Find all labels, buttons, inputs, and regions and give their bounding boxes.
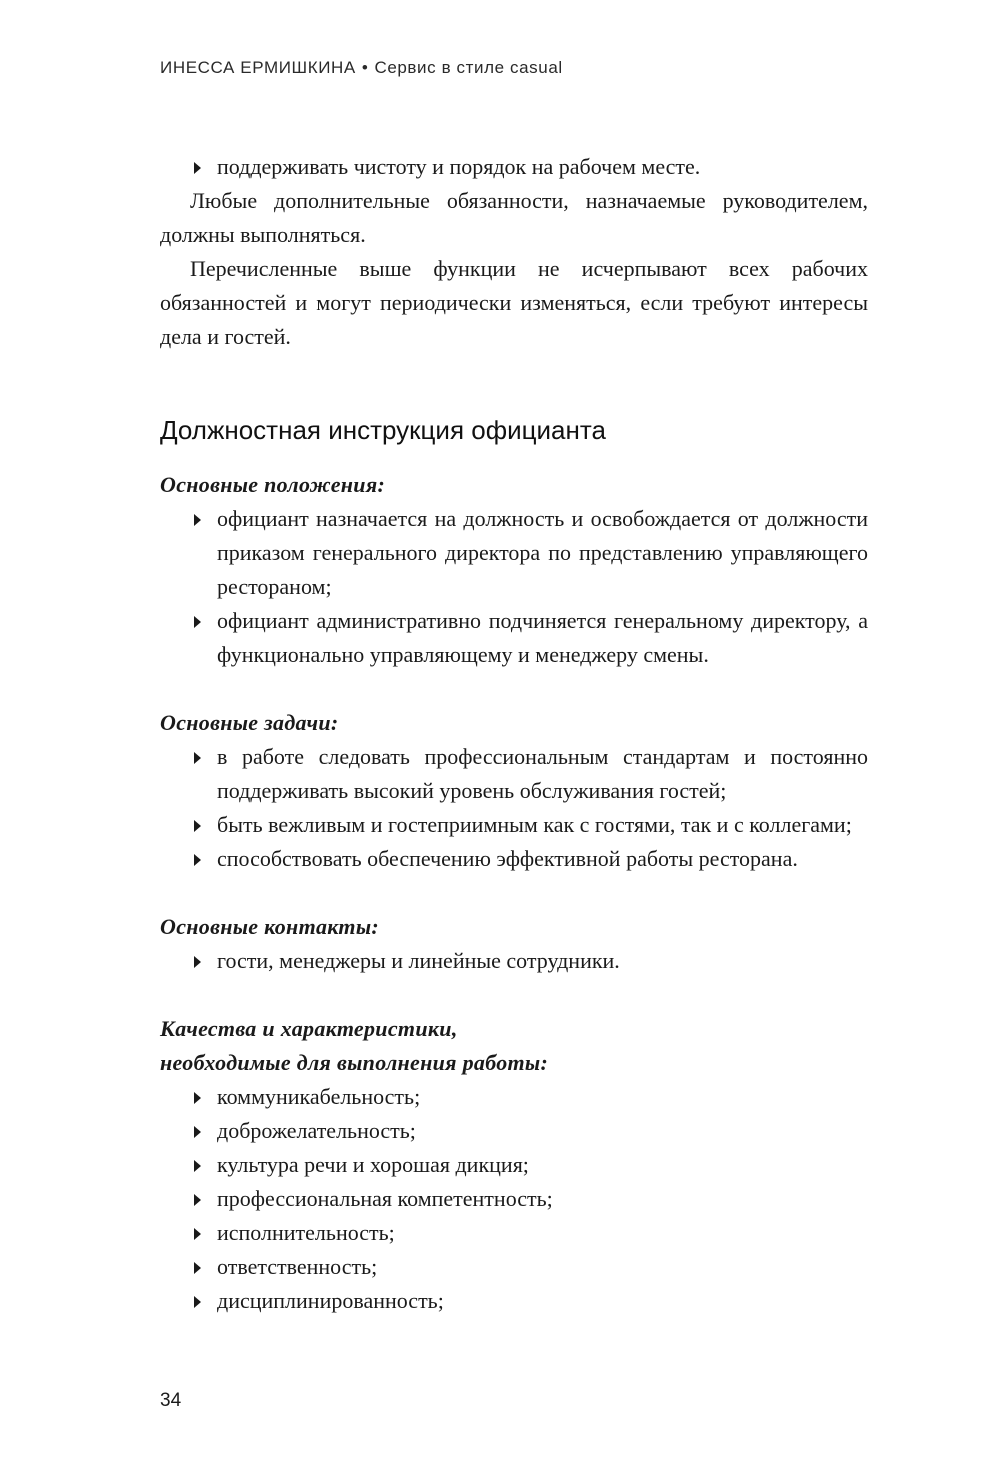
bullet-triangle-icon (194, 1160, 201, 1172)
list-item (160, 842, 868, 876)
list-item (160, 1080, 868, 1114)
bullet-triangle-icon (194, 956, 201, 968)
header-author: ИНЕССА ЕРМИШКИНА (160, 58, 356, 77)
list-item-text: дисциплинированность; (217, 1288, 444, 1313)
list-item (160, 1148, 868, 1182)
list-item-text: официант административно подчиняется генеральному директору, а функционально управляющему и менеджеру смены. (217, 608, 868, 667)
page-number: 34 (160, 1390, 182, 1411)
intro-paragraph: Перечисленные выше функции не исчерпывают всех рабочих обязанностей и могут периодически изменяться, если требуют интересы дела и гостей. (160, 256, 868, 349)
list-item-text: в работе следовать профессиональным стандартам и постоянно поддерживать высокий уровень обслуживания гостей; (217, 744, 868, 803)
list-item-text: культура речи и хорошая дикция; (217, 1152, 529, 1177)
intro-paragraph: Любые дополнительные обязанности, назначаемые руководителем, должны выполняться. (160, 188, 868, 247)
subsection-heading: Основные положения: (160, 472, 386, 497)
list-item-text: поддерживать чистоту и порядок на рабочем месте. (217, 154, 701, 179)
list-item-text: гости, менеджеры и линейные сотрудники. (217, 948, 620, 973)
bullet-triangle-icon (194, 1228, 201, 1240)
subsection-heading: Качества и характеристики, (160, 1016, 458, 1041)
list-item-text: доброжелательность; (217, 1118, 416, 1143)
subsection-heading: Основные задачи: (160, 710, 339, 735)
list-item (160, 1250, 868, 1284)
list-item-text: профессиональная компетентность; (217, 1186, 553, 1211)
subsection-bullet-list (160, 740, 868, 876)
subsection-bullet-list (160, 502, 868, 672)
section-title: Должностная инструкция официанта (160, 415, 606, 445)
list-item (160, 808, 868, 842)
subsection-heading: Основные контакты: (160, 914, 380, 939)
bullet-triangle-icon (194, 1126, 201, 1138)
intro-bullet-list (160, 150, 868, 184)
bullet-triangle-icon (194, 514, 201, 526)
list-item (160, 740, 868, 808)
list-item (160, 604, 868, 672)
list-item (160, 944, 868, 978)
bullet-triangle-icon (194, 1296, 201, 1308)
bullet-triangle-icon (194, 1194, 201, 1206)
list-item (160, 1284, 868, 1318)
list-item-text: способствовать обеспечению эффективной работы ресторана. (217, 846, 798, 871)
list-item-text: исполнительность; (217, 1220, 395, 1245)
list-item (160, 150, 868, 184)
header-book-title: Сервис в стиле casual (374, 58, 563, 77)
list-item-text: официант назначается на должность и освобождается от должности приказом генерального директора по представлению управляющего рестораном; (217, 506, 868, 599)
bullet-triangle-icon (194, 752, 201, 764)
bullet-triangle-icon (194, 1262, 201, 1274)
header-separator: • (361, 58, 369, 77)
subsection-heading: необходимые для выполнения работы: (160, 1050, 549, 1075)
list-item (160, 1114, 868, 1148)
bullet-triangle-icon (194, 616, 201, 628)
page-content (160, 150, 868, 1318)
subsection-bullet-list (160, 1080, 868, 1318)
list-item-text: ответственность; (217, 1254, 378, 1279)
list-item-text: быть вежливым и гостеприимным как с гостями, так и с коллегами; (217, 812, 852, 837)
bullet-triangle-icon (194, 162, 201, 174)
bullet-triangle-icon (194, 1092, 201, 1104)
list-item-text: коммуникабельность; (217, 1084, 421, 1109)
running-header (160, 58, 563, 78)
subsection-bullet-list (160, 944, 868, 978)
bullet-triangle-icon (194, 820, 201, 832)
bullet-triangle-icon (194, 854, 201, 866)
list-item (160, 502, 868, 604)
list-item (160, 1216, 868, 1250)
list-item (160, 1182, 868, 1216)
